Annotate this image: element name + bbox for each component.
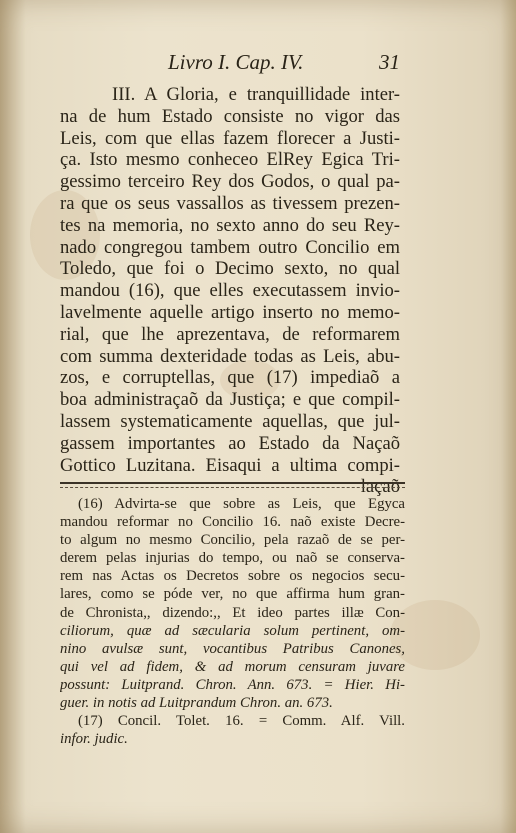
text-line: Gottico Luzitana. Eisaqui a ultima compi- bbox=[60, 454, 400, 476]
footnote-line: (17) Concil. Tolet. 16. = Comm. Alf. Vill. bbox=[78, 713, 405, 730]
catchword: laçaõ bbox=[360, 476, 400, 498]
text-line: nado congregou tambem outro Concilio em bbox=[60, 236, 400, 258]
running-title: Livro I. Cap. IV. bbox=[168, 50, 304, 74]
page-number: 31 bbox=[379, 50, 400, 74]
footnote-line: qui vel ad fidem, & ad morum censuram juvare bbox=[60, 658, 405, 675]
text-line: III. A Gloria, e tranquillidade inter- bbox=[112, 84, 400, 105]
footnote-line: (16) Advirta-se que sobre as Leis, que Egyca bbox=[78, 496, 405, 512]
text-line: boa administraçaõ da Justiça; e que compil- bbox=[60, 389, 400, 411]
footnote-line: mandou reformar no Concilio 16. naõ existe Decre- bbox=[60, 514, 405, 531]
text-line: Toledo, que foi o Decimo sexto, no qual bbox=[60, 258, 400, 280]
footnote-line: to algum no mesmo Concilio, pela razaõ de se per- bbox=[60, 532, 405, 549]
text-line: na de hum Estado consiste no vigor das bbox=[60, 105, 400, 127]
footnote-line: rem nas Actas os Decretos sobre os negocios secu- bbox=[60, 568, 405, 585]
text-line: lassem systematicamente aquellas, que jul- bbox=[60, 410, 400, 432]
body-paragraph bbox=[60, 84, 400, 498]
footnotes bbox=[60, 495, 405, 748]
text-line: com summa dexteridade todas as Leis, abu- bbox=[60, 345, 400, 367]
text-line: tes na memoria, no sexto anno do seu Rey- bbox=[60, 214, 400, 236]
footnote-line: guer. in notis ad Luitprandum Chron. an. 673. bbox=[60, 695, 333, 712]
footnote-line: lares, como se póde ver, no que affirma hum gran- bbox=[60, 586, 405, 603]
text-line: mandou (16), que elles executassem invio- bbox=[60, 280, 400, 302]
text-line: lavelmente aquelle artigo inserto no memo- bbox=[60, 301, 400, 323]
text-line: rial, que lhe aprezentava, de reformarem bbox=[60, 323, 400, 345]
page-header bbox=[168, 50, 408, 76]
footnote-line: infor. judic. bbox=[60, 731, 128, 748]
footnote-line: possunt: Luitprand. Chron. Ann. 673. = Hier. Hi- bbox=[60, 676, 405, 693]
text-line: ça. Isto mesmo conheceo ElRey Egica Tri- bbox=[60, 149, 400, 171]
footnote-divider-dashed bbox=[60, 487, 405, 488]
footnote-line: ciliorum, quæ ad sæcularia solum pertinent, om- bbox=[60, 622, 405, 639]
footnote-line: de Chronista,, dizendo:,, Et ideo partes illæ Con- bbox=[60, 604, 405, 621]
footnote-divider bbox=[60, 482, 405, 484]
text-line: ra que os seus vassallos as tivessem prezen- bbox=[60, 192, 400, 214]
text-line: gessimo terceiro Rey dos Godos, o qual pa- bbox=[60, 171, 400, 193]
text-line: zos, e corruptellas, que (17) impediaõ a bbox=[60, 367, 400, 389]
footnote-line: nino avulsæ sunt, vocantibus Patribus Canones, bbox=[60, 640, 405, 657]
text-line: gassem importantes ao Estado da Naçaõ bbox=[60, 432, 400, 454]
footnote-line: derem pelas injurias do tempo, ou naõ se conserva- bbox=[60, 550, 405, 567]
text-line: Leis, com que ellas fazem florecer a Justi- bbox=[60, 127, 400, 149]
